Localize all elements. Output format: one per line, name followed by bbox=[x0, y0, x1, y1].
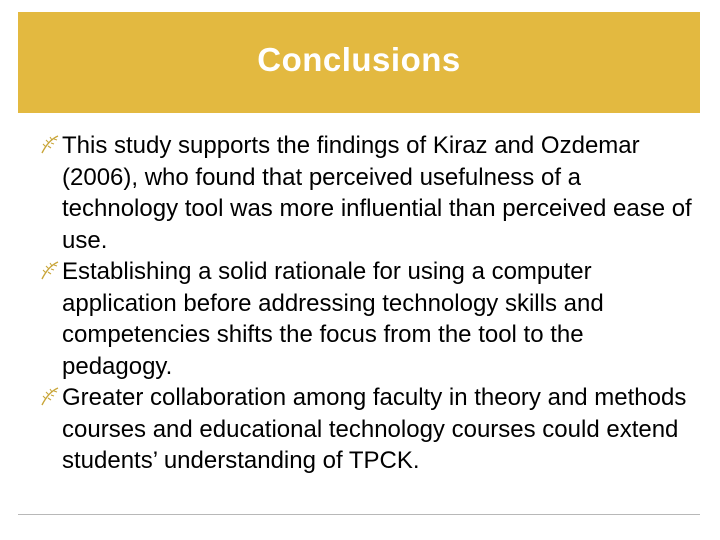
feather-bullet-icon bbox=[40, 385, 62, 409]
title-bar bbox=[18, 12, 700, 113]
feather-bullet-icon bbox=[40, 259, 62, 283]
feather-bullet-icon bbox=[40, 133, 62, 157]
bullet-text: This study supports the findings of Kiraz and Ozdemar (2006), who found that perceived usefulness of a technology tool was more influential than perceived ease of use. bbox=[62, 132, 692, 254]
bullet-text: Greater collaboration among faculty in theory and methods courses and educational technology courses could extend students’ understanding of TPCK. bbox=[62, 384, 687, 474]
bullet-item bbox=[40, 256, 700, 382]
bottom-divider bbox=[18, 514, 700, 515]
bullet-text: Establishing a solid rationale for using a computer application before addressing technology skills and competencies shifts the focus from the tool to the pedagogy. bbox=[62, 258, 604, 380]
bullet-list bbox=[40, 130, 700, 477]
bullet-item bbox=[40, 382, 700, 477]
bullet-item bbox=[40, 130, 700, 256]
slide-title: Conclusions bbox=[257, 40, 461, 78]
